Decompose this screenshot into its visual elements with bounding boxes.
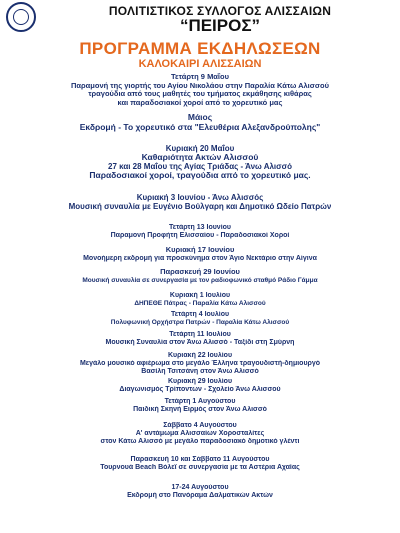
event-item: [8, 224, 392, 240]
event-description: Βασίλη Τσιτσάνη στον Άνω Αλισσό: [141, 368, 259, 376]
event-item: [8, 422, 392, 446]
event-description: Α' αντάμωμα Αλισσαίων Χοροσταλίτες: [135, 430, 265, 438]
event-date: Τετάρτη 13 Ιουνίου: [168, 224, 231, 231]
event-date: 27 και 28 Μαΐου της Αγίας Τριάδας - Άνω Αλισσό: [108, 162, 292, 171]
event-description: Παιδική Σκηνή Ειρμός στον Άνω Αλισσό: [133, 406, 267, 414]
event-item: [8, 268, 392, 284]
event-item: [8, 292, 392, 308]
event-item: [8, 246, 392, 263]
event-description: ΔΗΠΕΘΕ Πάτρας - Παραλία Κάτω Αλισσού: [134, 300, 266, 308]
event-date: Τετάρτη 4 Ιουλίου: [170, 311, 230, 318]
event-date: Μάιος: [187, 113, 213, 122]
event-item: [8, 162, 392, 181]
event-item: [8, 73, 392, 108]
event-item: [8, 113, 392, 133]
event-date: Παρασκευή 29 Ιουνίου: [160, 268, 240, 276]
event-item: [8, 398, 392, 414]
event-description: Εκδρομή στο Πανόραμα Δαλματικών Ακτών: [127, 492, 273, 500]
event-item: [8, 193, 392, 211]
event-description: τραγούδια από τους μαθητές του τμήματος εκμάθησης κιθάρας: [88, 90, 312, 99]
event-description: Παραμονή Προφήτη Ελισσαίου - Παραδοσιακοί Χοροί: [110, 232, 290, 240]
event-date: Κυριακή 1 Ιουλίου: [169, 292, 231, 299]
event-description: Πολυφωνική Ορχήστρα Πατρών - Παραλία Κάτω Αλισσού: [110, 319, 290, 327]
event-date: Σάββατο 4 Αυγούστου: [163, 422, 237, 429]
event-description: Μουσική συναυλία με Ευγένιο Βούλγαρη και Δημοτικό Ωδείο Πατρών: [68, 202, 332, 212]
event-description: Μεγάλο μουσικό αφιέρωμα στο μεγάλο Έλληνα τραγουδιστή-δημιουργό: [79, 360, 321, 368]
event-description: και παραδοσιακοί χοροί από το χορευτικό μας: [117, 98, 283, 107]
program-title: ΠΡΟΓΡΑΜΜΑ ΕΚΔΗΛΩΣΕΩΝ: [79, 39, 321, 58]
event-description: Μουσική Συναυλία στον Άνω Αλισσό - Ταξίδι στη Σμύρνη: [105, 339, 295, 347]
event-item: [8, 484, 392, 500]
event-description: Τουρνουά Beach Βόλεϊ σε συνεργασία με τα Αστέρια Αχαΐας: [100, 464, 300, 472]
event-item: [8, 144, 392, 163]
event-date: Τετάρτη 11 Ιουλίου: [169, 331, 231, 338]
event-description: Διαγωνισμός Τρίποντων - Σχολείο Άνω Αλισσού: [119, 386, 281, 394]
event-date: Κυριακή 29 Ιουλίου: [167, 378, 233, 385]
event-item: [8, 331, 392, 347]
event-item: [8, 352, 392, 376]
event-date: Κυριακή 17 Ιουνίου: [165, 246, 235, 254]
event-date: 17-24 Αυγούστου: [171, 484, 229, 491]
event-description: Μονοήμερη εκδρομή για προσκύνημα στον Άγιο Νεκτάριο στην Αίγινα: [83, 254, 317, 262]
event-date: Κυριακή 22 Ιουλίου: [167, 352, 233, 359]
event-date: Παρασκευή 10 και Σάββατο 11 Αυγούστου: [130, 456, 270, 463]
program-subtitle: ΚΑΛΟΚΑΙΡΙ ΑΛΙΣΣΑΙΩΝ: [138, 58, 262, 70]
event-date: Κυριακή 3 Ιουνίου - Άνω Αλισσός: [136, 193, 264, 202]
event-date: Τετάρτη 9 Μαΐου: [171, 73, 229, 81]
event-description: Καθαριότητα Ακτών Αλισσού: [141, 153, 259, 163]
event-description: Μουσική συναυλία σε συνεργασία με τον ραδιοφωνικό σταθμό Ράδιο Γάμμα: [82, 276, 318, 284]
event-description: στον Κάτω Αλισσό με μεγάλο παραδοσιακό δημοτικό γλέντι: [100, 438, 300, 446]
event-date: Κυριακή 20 Μαΐου: [165, 144, 235, 153]
event-date: Τετάρτη 1 Αυγούστου: [164, 398, 236, 405]
event-item: [8, 378, 392, 394]
event-description: Εκδρομή - Το χορευτικό στα "Ελευθέρια Αλεξανδρούπολης": [79, 122, 321, 132]
organization-title: “ΠΕΙΡΟΣ”: [179, 16, 261, 35]
event-item: [8, 311, 392, 327]
event-description: Παραδοσιακοί χοροί, τραγούδια από το χορευτικό μας.: [89, 171, 311, 181]
event-description: Παραμονή της γιορτής του Αγίου Νικολάου στην Παραλία Κάτω Αλισσού: [71, 81, 329, 90]
event-item: [8, 456, 392, 472]
organization-name: ΠΟΛΙΤΙΣΤΙΚΟΣ ΣΥΛΛΟΓΟΣ ΑΛΙΣΣΑΙΩΝ: [108, 4, 332, 18]
